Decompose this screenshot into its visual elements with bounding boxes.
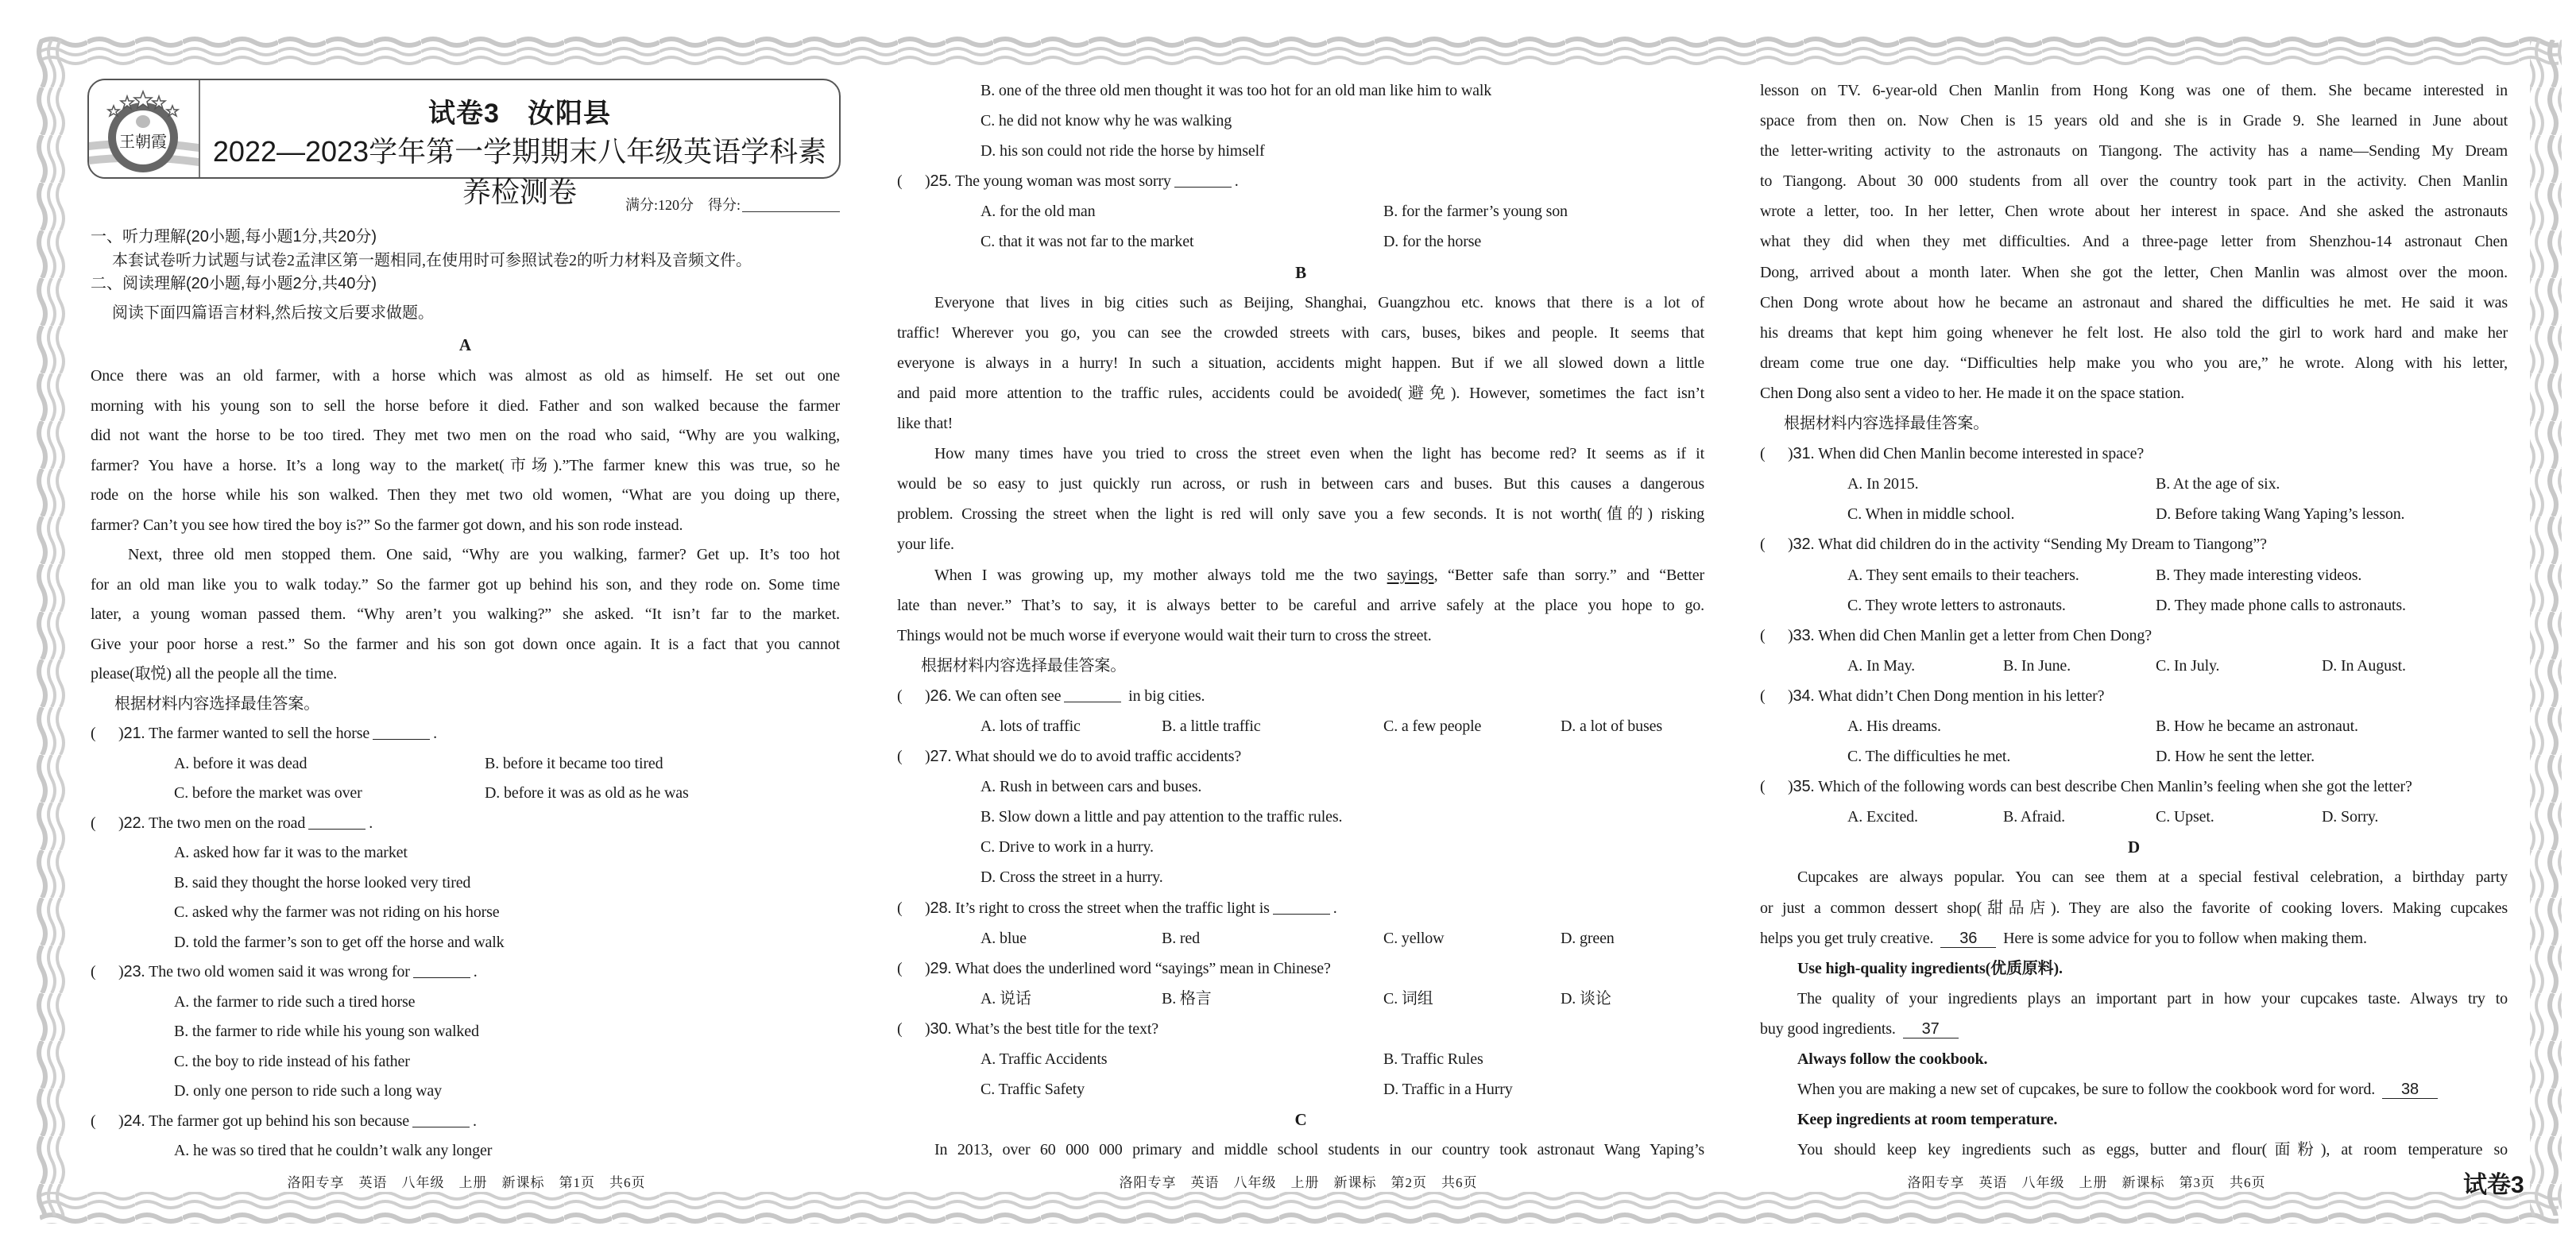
paragraph-line: Cupcakes are always popular. You can see them at a special festival celebration, a birthday party xyxy=(1797,868,2508,887)
question-text: It’s right to cross the street when the traffic light is xyxy=(955,899,1270,917)
text-run: When I was growing up, my mother always told me the two xyxy=(934,566,1387,584)
tip-heading: Keep ingredients at room temperature. xyxy=(1797,1111,2058,1129)
options-row xyxy=(91,898,840,928)
options-row xyxy=(897,1044,1704,1074)
passage-label: B xyxy=(1295,262,1306,282)
cloze-blank[interactable]: 36 xyxy=(1940,930,1996,948)
paragraph-line: Once there was an old farmer, with a horse which was almost as old as himself. He set out one xyxy=(91,367,840,385)
question-33 xyxy=(1760,621,2508,651)
answer-option[interactable]: C. Traffic Safety xyxy=(981,1081,1085,1099)
answer-bracket[interactable]: ( xyxy=(91,963,96,980)
question-text-end: . xyxy=(473,963,478,980)
text-run: helps you get truly creative. xyxy=(1760,929,1938,947)
answer-option[interactable]: A. Traffic Accidents xyxy=(981,1050,1108,1068)
answer-bracket[interactable]: ( xyxy=(91,1112,96,1130)
paragraph-line: Dong, arrived about a month later. When she got the letter, Chen Manlin was almost over the moon. xyxy=(1760,263,2508,281)
question-35 xyxy=(1760,772,2508,802)
answer-option[interactable]: D. before it was as old as he was xyxy=(485,784,689,802)
paragraph-line xyxy=(1760,1074,2508,1104)
options-row xyxy=(91,868,840,899)
answer-option[interactable]: B. red xyxy=(1162,929,1200,947)
answer-option[interactable]: C. Upset. xyxy=(2156,808,2214,826)
question-30 xyxy=(897,1014,1704,1044)
options-row xyxy=(897,106,1704,136)
paragraph-line: Chen Dong also sent a video to her. He made it on the space station. xyxy=(1760,384,2185,402)
answer-option[interactable]: B. In June. xyxy=(2003,656,2071,675)
answer-bracket[interactable]: ( xyxy=(1760,687,1766,705)
text-run: When you are making a new set of cupcakes, be sure to follow the cookbook word for word. xyxy=(1797,1081,2379,1099)
answer-bracket[interactable]: ( xyxy=(1760,778,1766,796)
paragraph-line: did not want the horse to be too tired. They met two men on the road who said, “Why are you walking, xyxy=(91,427,840,444)
answer-option[interactable]: B. At the age of six. xyxy=(2156,475,2280,493)
options-row xyxy=(1760,802,2508,832)
answer-blank xyxy=(1174,172,1232,188)
answer-option[interactable]: C. a few people xyxy=(1383,717,1482,735)
paragraph-line: everyone is always in a hurry! In such a situation, accidents might happen. But if we all slowed down a little xyxy=(897,354,1704,372)
answer-option[interactable]: A. lots of traffic xyxy=(981,717,1081,735)
answer-option[interactable]: D. told the farmer’s son to get off the horse and walk xyxy=(174,933,505,951)
publisher-logo xyxy=(89,80,200,177)
answer-bracket[interactable]: ( xyxy=(91,814,96,832)
answer-option[interactable]: A. In 2015. xyxy=(1847,475,1919,493)
options-row xyxy=(1760,560,2508,590)
answer-option[interactable]: A. His dreams. xyxy=(1847,717,1941,735)
answer-option[interactable]: B. before it became too tired xyxy=(485,754,663,772)
answer-option[interactable]: C. that it was not far to the market xyxy=(981,233,1194,251)
question-text: What does the underlined word “sayings” mean in Chinese? xyxy=(955,959,1331,977)
text-run: , “Better safe than sorry.” and “Better xyxy=(1433,566,1704,584)
question-text: We can often see xyxy=(955,687,1062,705)
column-page-1 xyxy=(91,362,840,1166)
question-number: ) 32 . xyxy=(1788,536,1818,553)
answer-option[interactable]: A. he was so tired that he couldn’t walk any longer xyxy=(174,1142,493,1159)
paragraph-line: the letter-writing activity to the astronauts on Tiangong. The activity has a name—Sending My Dream xyxy=(1760,142,2508,161)
answer-option[interactable]: B. one of the three old men thought it was too hot for an old man like him to walk xyxy=(981,82,1492,99)
answer-option[interactable]: C. yellow xyxy=(1383,929,1445,947)
paragraph-line: farmer? You have a horse. It’s a long way to the market(市场).”The farmer knew this was true, so he xyxy=(91,456,840,474)
question-number: ) 26 . xyxy=(925,687,955,705)
question-text-end: . xyxy=(1234,172,1239,191)
answer-option[interactable]: D. only one person to ride such a long way xyxy=(174,1082,442,1100)
options-row xyxy=(1760,741,2508,772)
answer-option[interactable]: B. They made interesting videos. xyxy=(2156,566,2362,584)
options-row xyxy=(91,928,840,958)
answer-blank xyxy=(412,1112,470,1127)
question-text: When did Chen Manlin get a letter from Chen Dong? xyxy=(1818,626,2152,644)
answer-blank xyxy=(1273,899,1330,915)
paragraph-line: like that! xyxy=(897,415,953,433)
options-row xyxy=(897,923,1704,953)
paragraph-line: space from then on. Now Chen is 15 years old and she is in Grade 9. She learned in June about xyxy=(1760,112,2508,130)
answer-option[interactable]: B. the farmer to ride while his young son walked xyxy=(174,1023,479,1040)
answer-blank xyxy=(308,814,366,830)
paragraph-line xyxy=(897,560,1704,590)
question-number: ) 33 . xyxy=(1788,627,1818,644)
paragraph-line: lesson on TV. 6-year-old Chen Manlin from Hong Kong was one of them. She became interested in xyxy=(1760,82,2508,99)
question-number: ) 29 . xyxy=(925,960,955,977)
answer-option[interactable]: D. In August. xyxy=(2322,656,2406,675)
listening-note: 本套试卷听力试题与试卷2孟津区第一题相同,在使用时可参照试卷2的听力材料及音频文件。 xyxy=(112,252,752,269)
answer-bracket[interactable]: ( xyxy=(897,687,903,705)
question-24 xyxy=(91,1107,840,1137)
paragraph-line: would be so easy to just quickly run across, or rush in between cars and buses. But this causes a dangerous xyxy=(897,475,1704,493)
logo-lettering: 王朝霞 xyxy=(119,132,167,151)
column-page-3 xyxy=(1760,75,2508,1165)
question-number: ) 28 . xyxy=(925,899,955,917)
question-number: ) 27 . xyxy=(925,748,955,765)
options-row xyxy=(91,779,840,809)
answer-bracket[interactable]: ( xyxy=(1760,445,1766,463)
answer-option[interactable]: B. Slow down a little and pay attention to the traffic rules. xyxy=(981,808,1343,826)
answer-blank xyxy=(413,963,470,978)
paragraph-line: to Tiangong. About 30 000 students from all over the country took part in the activity. Chen Manlin xyxy=(1760,172,2508,191)
question-text: What should we do to avoid traffic accidents? xyxy=(955,748,1242,766)
paragraph-line xyxy=(1760,923,2508,953)
paragraph-line: and paid more attention to the traffic rules, accidents could be avoided(避免). However, sometimes the fact isn’t xyxy=(897,384,1704,402)
instruction: 根据材料内容选择最佳答案。 xyxy=(921,656,1127,675)
paragraph-line: please(取悦) all the people all the time. xyxy=(91,665,338,683)
answer-option[interactable]: C. asked why the farmer was not riding on his horse xyxy=(174,903,500,921)
answer-bracket[interactable]: ( xyxy=(897,899,903,917)
answer-option[interactable]: D. 谈论 xyxy=(1561,989,1611,1008)
passage-a-label: A xyxy=(458,335,472,354)
question-number: ) 24 . xyxy=(118,1112,149,1130)
options-row xyxy=(897,1074,1704,1104)
question-text-end: in big cities. xyxy=(1124,687,1205,705)
answer-option[interactable]: B. Afraid. xyxy=(2003,808,2065,826)
answer-option[interactable]: D. Traffic in a Hurry xyxy=(1383,1081,1513,1099)
answer-option[interactable]: C. In July. xyxy=(2156,656,2220,675)
text-run: Here is some advice for you to follow when making them. xyxy=(1999,929,2367,947)
answer-option[interactable]: C. 词组 xyxy=(1383,989,1433,1008)
cloze-blank[interactable]: 37 xyxy=(1903,1020,1959,1038)
options-row xyxy=(91,1136,840,1166)
paragraph-line: later, a young woman passed them. “Why aren’t you walking?” she asked. “It isn’t far to the market. xyxy=(91,605,840,623)
answer-option[interactable]: A. Excited. xyxy=(1847,808,1918,826)
options-row xyxy=(91,1047,840,1077)
question-31 xyxy=(1760,439,2508,469)
answer-bracket[interactable]: ( xyxy=(1760,536,1766,554)
answer-bracket[interactable]: ( xyxy=(1760,626,1766,644)
answer-option[interactable]: B. said they thought the horse looked very tired xyxy=(174,873,471,892)
question-27 xyxy=(897,741,1704,772)
options-row xyxy=(1760,651,2508,681)
footer-page-1: 洛阳专享 英语 八年级 上册 新课标 第1页 共6页 xyxy=(287,1175,646,1190)
answer-option[interactable]: C. he did not know why he was walking xyxy=(981,112,1232,130)
paragraph-line: morning with his young son to sell the horse before it died. Father and son walked because the farmer xyxy=(91,396,840,415)
question-text: The farmer wanted to sell the horse xyxy=(149,725,370,742)
answer-option[interactable]: D. They made phone calls to astronauts. xyxy=(2156,596,2406,614)
instruction: 根据材料内容选择最佳答案。 xyxy=(1784,415,1990,433)
answer-option[interactable]: B. How he became an astronaut. xyxy=(2156,717,2358,735)
options-row xyxy=(1760,590,2508,621)
question-29 xyxy=(897,953,1704,984)
options-row xyxy=(897,226,1704,257)
paragraph-line: problem. Crossing the street when the light is red will only save you a few seconds. It is not worth(值的) risking xyxy=(897,505,1704,524)
score-blank[interactable] xyxy=(742,211,840,212)
paragraph-line: rode on the horse while his son walked. Then they met two old women, “What are you doing up there, xyxy=(91,486,840,504)
answer-option[interactable]: A. In May. xyxy=(1847,656,1915,675)
answer-option[interactable]: D. How he sent the letter. xyxy=(2156,748,2315,766)
answer-bracket[interactable]: ( xyxy=(897,1019,903,1038)
options-row xyxy=(1760,469,2508,499)
answer-option[interactable]: B. a little traffic xyxy=(1162,717,1261,735)
question-text-end: . xyxy=(369,814,373,832)
paragraph-line: Next, three old men stopped them. One said, “Why are you walking, farmer? Get up. It’s too hot xyxy=(128,546,840,563)
paragraph-line: what they did when they met difficulties. And a three-page letter from Shenzhou-14 astronaut Chen xyxy=(1760,233,2508,251)
question-22 xyxy=(91,809,840,839)
options-row xyxy=(1760,499,2508,529)
question-text: The two old women said it was wrong for xyxy=(149,963,410,980)
question-number: ) 30 . xyxy=(925,1020,955,1038)
question-text: Which of the following words can best describe Chen Manlin’s feeling when she got the letter? xyxy=(1818,778,2412,796)
answer-option[interactable]: C. the boy to ride instead of his father xyxy=(174,1052,410,1070)
answer-option[interactable]: D. a lot of buses xyxy=(1561,717,1662,735)
options-row xyxy=(897,711,1704,741)
answer-blank xyxy=(373,725,430,740)
answer-option[interactable]: A. the farmer to ride such a tired horse xyxy=(174,992,416,1011)
paragraph-line: Everyone that lives in big cities such as Beijing, Shanghai, Guangzhou etc. knows that there is a lot of xyxy=(934,293,1704,311)
paragraph-line: You should keep key ingredients such as eggs, butter and flour(面粉), at room temperature so xyxy=(1797,1141,2508,1159)
reading-note: 阅读下面四篇语言材料,然后按文后要求做题。 xyxy=(112,304,434,322)
paragraph-line: dream come true one day. “Difficulties help make you who you are,” he wrote. Along with his letter, xyxy=(1760,354,2508,372)
section-listening-heading: 一、听力理解(20小题,每小题1分,共20分) xyxy=(91,228,377,246)
answer-option[interactable]: B. for the farmer’s young son xyxy=(1383,203,1568,221)
options-row xyxy=(91,1017,840,1047)
answer-option[interactable]: C. before the market was over xyxy=(174,784,362,802)
tip-heading: Always follow the cookbook. xyxy=(1797,1050,1988,1068)
question-text: The two men on the road xyxy=(149,814,306,832)
paper-title: 试卷3 汝阳县 xyxy=(428,99,611,129)
options-row xyxy=(897,832,1704,862)
options-row xyxy=(1760,711,2508,741)
question-number: ) 21 . xyxy=(118,725,149,742)
question-text: What’s the best title for the text? xyxy=(955,1019,1158,1038)
options-row xyxy=(897,802,1704,832)
question-23 xyxy=(91,957,840,988)
answer-option[interactable]: A. asked how far it was to the market xyxy=(174,844,408,861)
options-row xyxy=(91,988,840,1018)
cloze-blank[interactable]: 38 xyxy=(2382,1081,2438,1099)
answer-bracket[interactable]: ( xyxy=(91,725,96,742)
answer-option[interactable]: B. Traffic Rules xyxy=(1383,1050,1483,1068)
column-page-2 xyxy=(897,75,1704,1165)
question-26 xyxy=(897,681,1704,711)
question-text-end: . xyxy=(1332,899,1337,917)
question-number: ) 25 . xyxy=(925,172,955,190)
answer-option[interactable]: D. his son could not ride the horse by himself xyxy=(981,142,1265,161)
options-row xyxy=(91,749,840,779)
paragraph-line: Chen Dong wrote about how he became an astronaut and shared the difficulties he met. He said it was xyxy=(1760,293,2508,311)
question-21 xyxy=(91,719,840,749)
question-text: When did Chen Manlin become interested in space? xyxy=(1818,445,2145,463)
answer-option[interactable]: A. before it was dead xyxy=(174,754,307,772)
answer-option[interactable]: D. Cross the street in a hurry. xyxy=(981,868,1163,887)
paragraph-line: In 2013, over 60 000 000 primary and middle school students in our country took astronaut Wang Yaping’s xyxy=(934,1141,1704,1159)
question-text-end: . xyxy=(433,725,438,742)
question-28 xyxy=(897,893,1704,923)
answer-option[interactable]: C. Drive to work in a hurry. xyxy=(981,838,1154,857)
question-text: What didn’t Chen Dong mention in his letter? xyxy=(1818,687,2105,705)
answer-option[interactable]: A. 说话 xyxy=(981,989,1031,1008)
paragraph-line: Things would not be much worse if everyone would wait their turn to cross the street. xyxy=(897,626,1432,644)
answer-option[interactable]: C. When in middle school. xyxy=(1847,505,2015,524)
answer-option[interactable]: A. Rush in between cars and buses. xyxy=(981,778,1202,796)
answer-option[interactable]: D. Sorry. xyxy=(2322,808,2379,826)
answer-bracket[interactable]: ( xyxy=(897,748,903,766)
options-row xyxy=(897,772,1704,802)
footer-page-3: 洛阳专享 英语 八年级 上册 新课标 第3页 共6页 xyxy=(1907,1175,2266,1190)
tip-heading: Use high-quality ingredients(优质原料). xyxy=(1797,959,2063,977)
score-label: 满分:120分 得分: xyxy=(625,197,741,213)
passage-label: C xyxy=(1294,1110,1307,1130)
answer-blank xyxy=(1064,687,1121,702)
paragraph-line: farmer? Can’t you see how tired the boy is?” So the farmer got down, and his son rode instead. xyxy=(91,516,683,534)
passage-label: D xyxy=(2127,837,2140,857)
section-reading-heading: 二、阅读理解(20小题,每小题2分,共40分) xyxy=(91,275,377,292)
question-text: The young woman was most sorry xyxy=(955,172,1171,191)
paragraph-line: The quality of your ingredients plays an important part in how your cupcakes taste. Always try to xyxy=(1797,989,2508,1008)
answer-option[interactable]: C. They wrote letters to astronauts. xyxy=(1847,596,2066,614)
options-row xyxy=(897,136,1704,166)
answer-option[interactable]: A. blue xyxy=(981,929,1027,947)
question-number: ) 31 . xyxy=(1788,445,1818,462)
paragraph-line: wrote a letter, too. In her letter, Chen wrote about her interest in space. And she asked the astronauts xyxy=(1760,203,2508,221)
paragraph-line: traffic! Wherever you go, you can see the crowded streets with cars, buses, bikes and people. It seems that xyxy=(897,323,1704,342)
answer-option[interactable]: D. green xyxy=(1561,929,1615,947)
question-32 xyxy=(1760,529,2508,559)
answer-bracket[interactable]: ( xyxy=(897,172,903,191)
paragraph-line: How many times have you tried to cross the street even when the light has become red? It seems as if it xyxy=(934,445,1704,463)
paper-subtitle: 2022—2023学年第一学期期末八年级英语学科素养检测卷 xyxy=(212,135,827,208)
options-row xyxy=(897,75,1704,106)
paragraph-line: for an old man like you to walk today.” So the farmer got up behind his son, and they rode on. Some time xyxy=(91,575,840,594)
answer-option[interactable]: A. They sent emails to their teachers. xyxy=(1847,566,2079,584)
paragraph-line: Give your poor horse a rest.” So the farmer and his son got down once again. It is a fact that you cannot xyxy=(91,635,840,653)
paper-number-tag: 试卷3 xyxy=(2463,1172,2524,1198)
text-run: buy good ingredients. xyxy=(1760,1019,1900,1038)
question-34 xyxy=(1760,681,2508,711)
options-row xyxy=(897,196,1704,226)
options-row xyxy=(91,838,840,868)
question-text: What did children do in the activity “Sending My Dream to Tiangong”? xyxy=(1818,536,2267,554)
question-number: ) 34 . xyxy=(1788,687,1818,705)
options-row xyxy=(897,862,1704,892)
answer-option[interactable]: D. for the horse xyxy=(1383,233,1482,251)
footer-page-2: 洛阳专享 英语 八年级 上册 新课标 第2页 共6页 xyxy=(1119,1175,1478,1190)
options-row xyxy=(91,1077,840,1107)
answer-option[interactable]: C. The difficulties he met. xyxy=(1847,748,2011,766)
question-text: The farmer got up behind his son because xyxy=(149,1112,409,1130)
answer-option[interactable]: B. 格言 xyxy=(1162,989,1212,1008)
paragraph-line: or just a common dessert shop(甜品店). They are also the favorite of cooking lovers. Making cupcakes xyxy=(1760,899,2508,917)
underlined-word: sayings xyxy=(1387,566,1434,584)
question-25 xyxy=(897,166,1704,196)
paragraph-line: his dreams that kept him going whenever he felt lost. He also told the girl to work hard and make her xyxy=(1760,323,2508,342)
paragraph-line: late than never.” That’s to say, it is always better to be careful and arrive safely at the place you hope to go. xyxy=(897,596,1704,614)
paragraph-line xyxy=(1760,1014,2508,1044)
answer-bracket[interactable]: ( xyxy=(897,959,903,977)
question-text-end: . xyxy=(472,1112,477,1130)
paragraph-line: your life. xyxy=(897,536,954,554)
options-row xyxy=(897,984,1704,1014)
question-number: ) 35 . xyxy=(1788,778,1818,795)
question-number: ) 23 . xyxy=(118,963,149,980)
instruction: 根据材料内容选择最佳答案。 xyxy=(114,694,320,713)
answer-option[interactable]: D. Before taking Wang Yaping’s lesson. xyxy=(2156,505,2405,524)
answer-option[interactable]: A. for the old man xyxy=(981,203,1096,221)
question-number: ) 22 . xyxy=(118,814,149,832)
